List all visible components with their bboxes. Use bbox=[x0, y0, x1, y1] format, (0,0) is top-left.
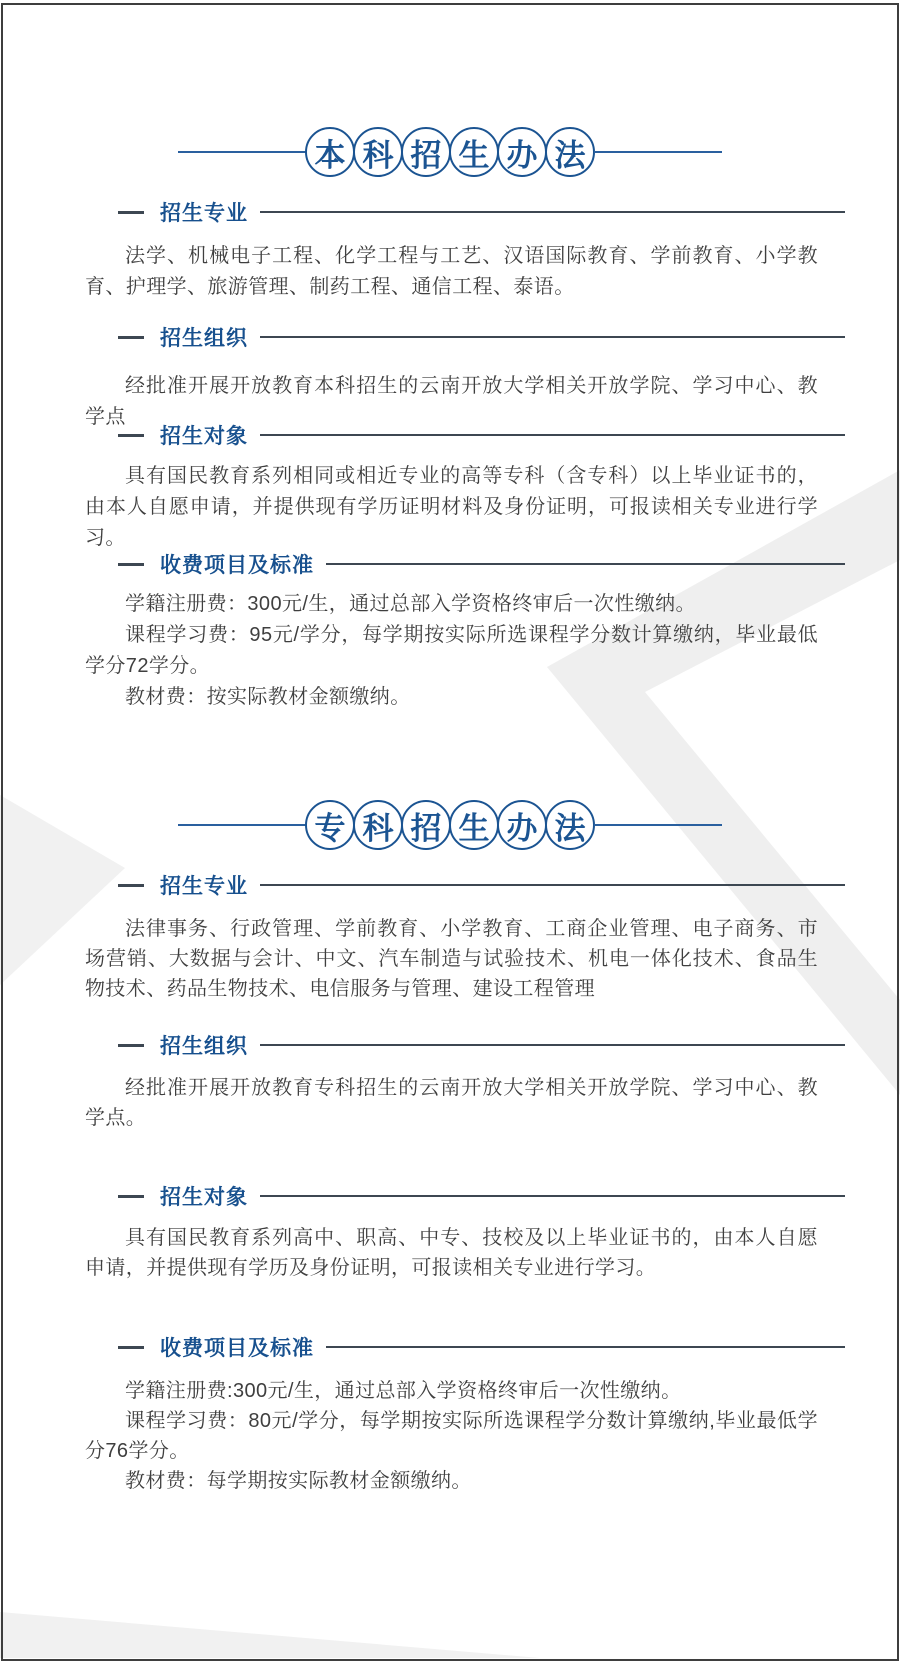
heading-label: 收费项目及标准 bbox=[160, 554, 314, 577]
heading-label: 收费项目及标准 bbox=[160, 1337, 314, 1360]
heading-rule bbox=[260, 884, 845, 886]
paragraph: 课程学习费：80元/学分，每学期按实际所选课程学分数计算缴纳,毕业最低学分76学分。 bbox=[85, 1410, 818, 1462]
paragraph: 学籍注册费:300元/生，通过总部入学资格终审后一次性缴纳。 bbox=[125, 1380, 682, 1402]
heading-undergrad-eligibility bbox=[118, 420, 845, 450]
title-circle-char: 招 bbox=[401, 800, 451, 850]
heading-dash bbox=[118, 563, 144, 566]
college-eligibility-text bbox=[85, 1223, 818, 1283]
heading-label: 招生对象 bbox=[160, 1186, 248, 1209]
undergrad-majors-text bbox=[85, 241, 818, 303]
heading-college-fees bbox=[118, 1332, 845, 1362]
title-circle-char: 科 bbox=[353, 800, 403, 850]
title-circle-char: 法 bbox=[545, 127, 595, 177]
heading-college-eligibility bbox=[118, 1181, 845, 1211]
heading-dash bbox=[118, 1195, 144, 1198]
heading-undergrad-organization bbox=[118, 322, 845, 352]
heading-dash bbox=[118, 884, 144, 887]
heading-rule bbox=[260, 434, 845, 436]
heading-dash bbox=[118, 434, 144, 437]
heading-label: 招生专业 bbox=[160, 202, 248, 225]
college-majors-text bbox=[85, 914, 818, 1004]
undergrad-eligibility-text bbox=[85, 461, 818, 554]
title-circled-characters bbox=[306, 800, 594, 850]
title-circled-characters bbox=[306, 127, 594, 177]
heading-label: 招生专业 bbox=[160, 875, 248, 898]
section-title-undergraduate bbox=[0, 127, 900, 177]
heading-rule bbox=[260, 1044, 845, 1046]
title-right-line bbox=[594, 824, 722, 826]
heading-rule bbox=[260, 1195, 845, 1197]
heading-dash bbox=[118, 211, 144, 214]
heading-label: 招生组织 bbox=[160, 1035, 248, 1058]
heading-dash bbox=[118, 1346, 144, 1349]
heading-label: 招生组织 bbox=[160, 327, 248, 350]
title-right-line bbox=[594, 151, 722, 153]
heading-college-majors bbox=[118, 870, 845, 900]
title-circle-char: 生 bbox=[449, 127, 499, 177]
paragraph: 教材费：按实际教材金额缴纳。 bbox=[125, 686, 411, 708]
title-circle-char: 本 bbox=[305, 127, 355, 177]
title-circle-char: 专 bbox=[305, 800, 355, 850]
section-title-college bbox=[0, 800, 900, 850]
heading-undergrad-fees bbox=[118, 549, 845, 579]
title-circle-char: 科 bbox=[353, 127, 403, 177]
title-left-line bbox=[178, 824, 306, 826]
heading-college-organization bbox=[118, 1030, 845, 1060]
college-organization-text bbox=[85, 1073, 818, 1133]
paragraph: 法学、机械电子工程、化学工程与工艺、汉语国际教育、学前教育、小学教育、护理学、旅游管理、制药工程、通信工程、泰语。 bbox=[85, 245, 818, 298]
title-circle-char: 办 bbox=[497, 800, 547, 850]
title-circle-char: 法 bbox=[545, 800, 595, 850]
paragraph: 学籍注册费：300元/生，通过总部入学资格终审后一次性缴纳。 bbox=[125, 593, 696, 615]
title-left-line bbox=[178, 151, 306, 153]
paragraph: 具有国民教育系列高中、职高、中专、技校及以上毕业证书的，由本人自愿申请，并提供现有学历及身份证明，可报读相关专业进行学习。 bbox=[85, 1227, 818, 1279]
heading-rule bbox=[326, 563, 845, 565]
paragraph: 经批准开展开放教育本科招生的云南开放大学相关开放学院、学习中心、教学点 bbox=[85, 375, 818, 428]
title-circle-char: 生 bbox=[449, 800, 499, 850]
heading-dash bbox=[118, 1044, 144, 1047]
title-circle-char: 办 bbox=[497, 127, 547, 177]
paragraph: 教材费：每学期按实际教材金额缴纳。 bbox=[125, 1470, 472, 1492]
paragraph: 课程学习费：95元/学分，每学期按实际所选课程学分数计算缴纳，毕业最低学分72学分。 bbox=[85, 624, 818, 677]
title-circle-char: 招 bbox=[401, 127, 451, 177]
college-fees-text bbox=[85, 1376, 818, 1496]
heading-label: 招生对象 bbox=[160, 425, 248, 448]
heading-rule bbox=[260, 336, 845, 338]
heading-rule bbox=[260, 211, 845, 213]
undergrad-fees-text bbox=[85, 589, 818, 713]
heading-undergrad-majors bbox=[118, 197, 845, 227]
heading-dash bbox=[118, 336, 144, 339]
heading-rule bbox=[326, 1346, 845, 1348]
paragraph: 经批准开展开放教育专科招生的云南开放大学相关开放学院、学习中心、教学点。 bbox=[85, 1077, 818, 1129]
paragraph: 具有国民教育系列相同或相近专业的高等专科（含专科）以上毕业证书的，由本人自愿申请，并提供现有学历证明材料及身份证明，可报读相关专业进行学习。 bbox=[85, 465, 818, 549]
paragraph: 法律事务、行政管理、学前教育、小学教育、工商企业管理、电子商务、市场营销、大数据与会计、中文、汽车制造与试验技术、机电一体化技术、食品生物技术、药品生物技术、电信服务与管理、建设工程管理 bbox=[85, 918, 818, 1000]
